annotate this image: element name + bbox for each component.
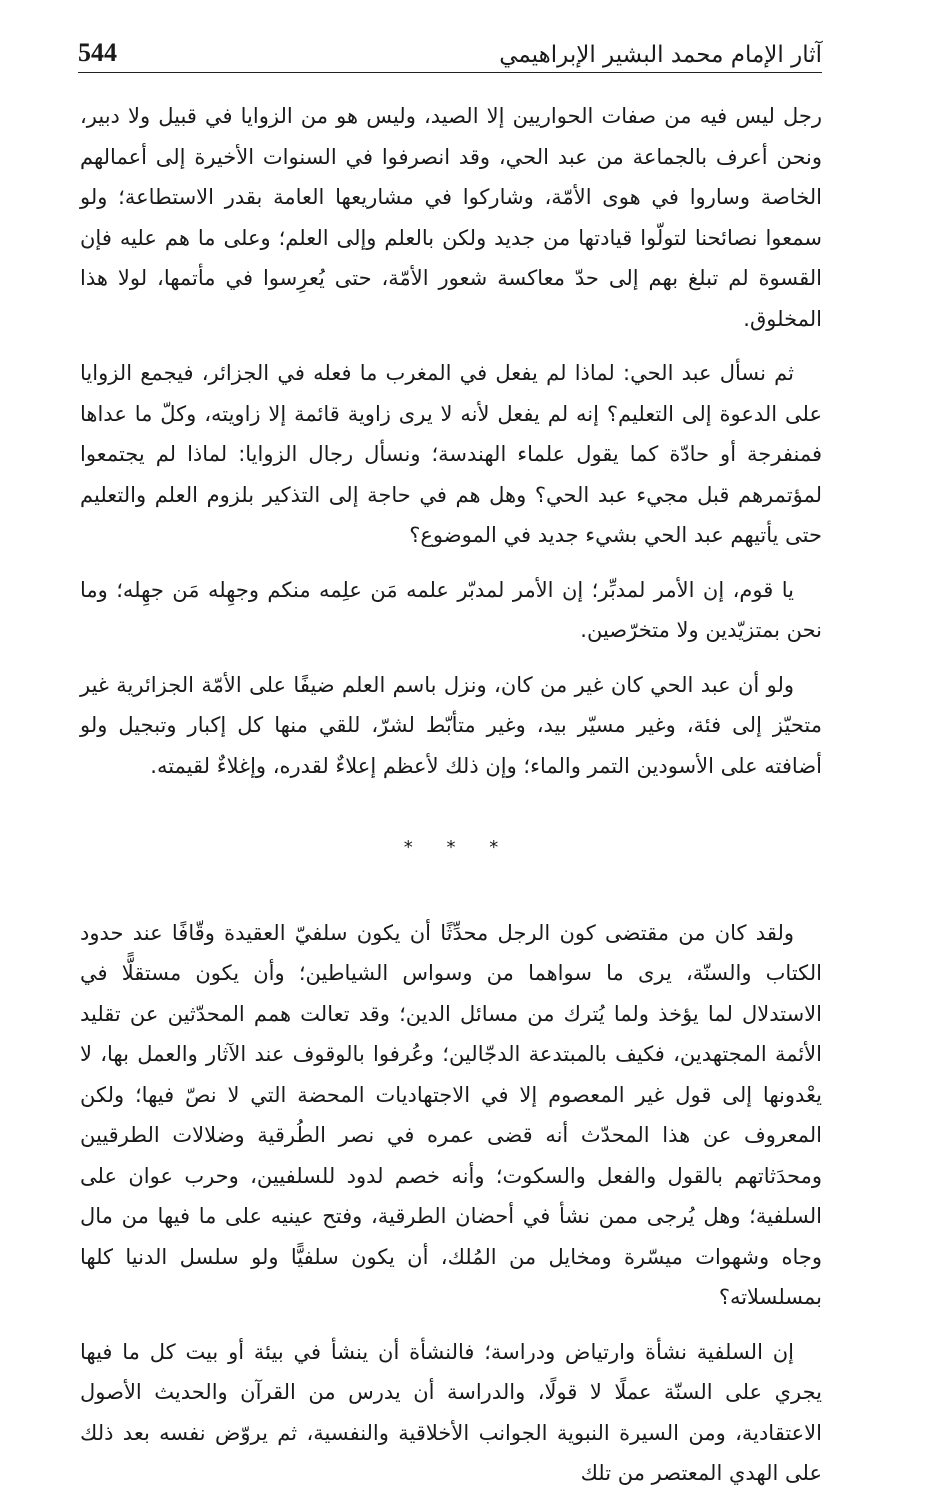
paragraph-6: إن السلفية نشأة وارتياض ودراسة؛ فالنشأة أن ينشأ في بيئة أو بيت كل ما فيها يجري على السنّة عملًا لا قولًا، والدراسة أن يدرس من القرآن والحديث الأصول الاعتقادية، ومن السيرة النبوية الجوانب الأخلاقية والنفسية، ثم يروّض نفسه بعد ذلك على الهدي المعتصر من تلك: [80, 1339, 822, 1485]
paragraph-5: ولقد كان من مقتضى كون الرجل محدِّثًا أن يكون سلفيّ العقيدة وقّافًا عند حدود الكتاب والسنّة، يرى ما سواهما من وسواس الشياطين؛ وأن يكون مستقلًّا في الاستدلال لما يؤخذ ولما يُترك من مسائل الدين؛ وقد تعالت همم المحدّثين عن تقليد الأئمة المجتهدين، فكيف بالمبتدعة الدجّالين؛ وعُرفوا بالوقوف عند الآثار والعمل بها، لا يعْدونها إلى قول غير المعصوم إلا في الاجتهاديات المحضة التي لا نصّ فيها؛ ولكن المعروف عن هذا المحدّث أنه قضى عمره في نصر الطُرقية وضلالات الطرقيين ومحدَثاتهم بالقول والفعل والسكوت؛ وأنه خصم لدود للسلفيين، وحرب عوان على السلفية؛ وهل يُرجى ممن نشأ في أحضان الطرقية، وفتح عينيه على ما فيها من مال وجاه وشهوات ميسّرة ومخايل من المُلك، أن يكون سلفيًّا ولو سلسل الدنيا كلها بمسلسلاته؟: [80, 920, 822, 1309]
paragraph-3: يا قوم، إن الأمر لمدبِّر؛ إن الأمر لمدبّر علمه مَن علِمه منكم وجهِله مَن جهِله؛ وما نحن بمتزيّدين ولا متخرّصين.: [80, 577, 822, 642]
page-number: 544: [78, 38, 117, 67]
header-rule: [78, 72, 822, 73]
paragraph-2: ثم نسأل عبد الحي: لماذا لم يفعل في المغرب ما فعله في الجزائر، فيجمع الزوايا على الدعوة إلى التعليم؟ إنه لم يفعل لأنه لا يرى زاوية قائمة إلا زاويته، وكلّ ما عداها فمنفرجة أو حادّة كما يقول علماء الهندسة؛ ونسأل رجال الزوايا: لماذا لم يجتمعوا لمؤتمرهم قبل مجيء عبد الحي؟ وهل هم في حاجة إلى التذكير بلزوم العلم والتعليم حتى يأتيهم عبد الحي بشيء جديد في الموضوع؟: [80, 361, 822, 547]
running-title: آثار الإمام محمد البشير الإبراهيمي: [499, 42, 822, 68]
paragraph-4: ولو أن عبد الحي كان غير من كان، ونزل باسم العلم ضيفًا على الأمّة الجزائرية غير متحيّز إلى فئة، وغير مسيّر بيد، وغير متأبّط لشرّ، للقي منها كل إكبار وتبجيل ولو أضافته على الأسودين التمر والماء؛ وإن ذلك لأعظم إعلاءٌ لقدره، وإغلاءٌ لقيمته.: [80, 672, 822, 778]
running-header: [78, 22, 822, 68]
section-separator: * * *: [403, 837, 513, 858]
paragraph-1: رجل ليس فيه من صفات الحواريين إلا الصيد، وليس هو من الزوايا في قبيل ولا دبير، ونحن أعرف بالجماعة من عبد الحي، وقد انصرفوا في السنوات الأخيرة إلى أعمالهم الخاصة وساروا في هوى الأمّة، وشاركوا في مشاريعها العامة بقدر الاستطاعة؛ ولو سمعوا نصائحنا لتولّوا قيادتها من جديد ولكن بالعلم وإلى العلم؛ وعلى ما هم عليه فإن القسوة لم تبلغ بهم إلى حدّ معاكسة شعور الأمّة، حتى يُعرِسوا في مأتمها، لولا هذا المخلوق.: [80, 104, 822, 331]
main-text: [80, 96, 822, 1494]
